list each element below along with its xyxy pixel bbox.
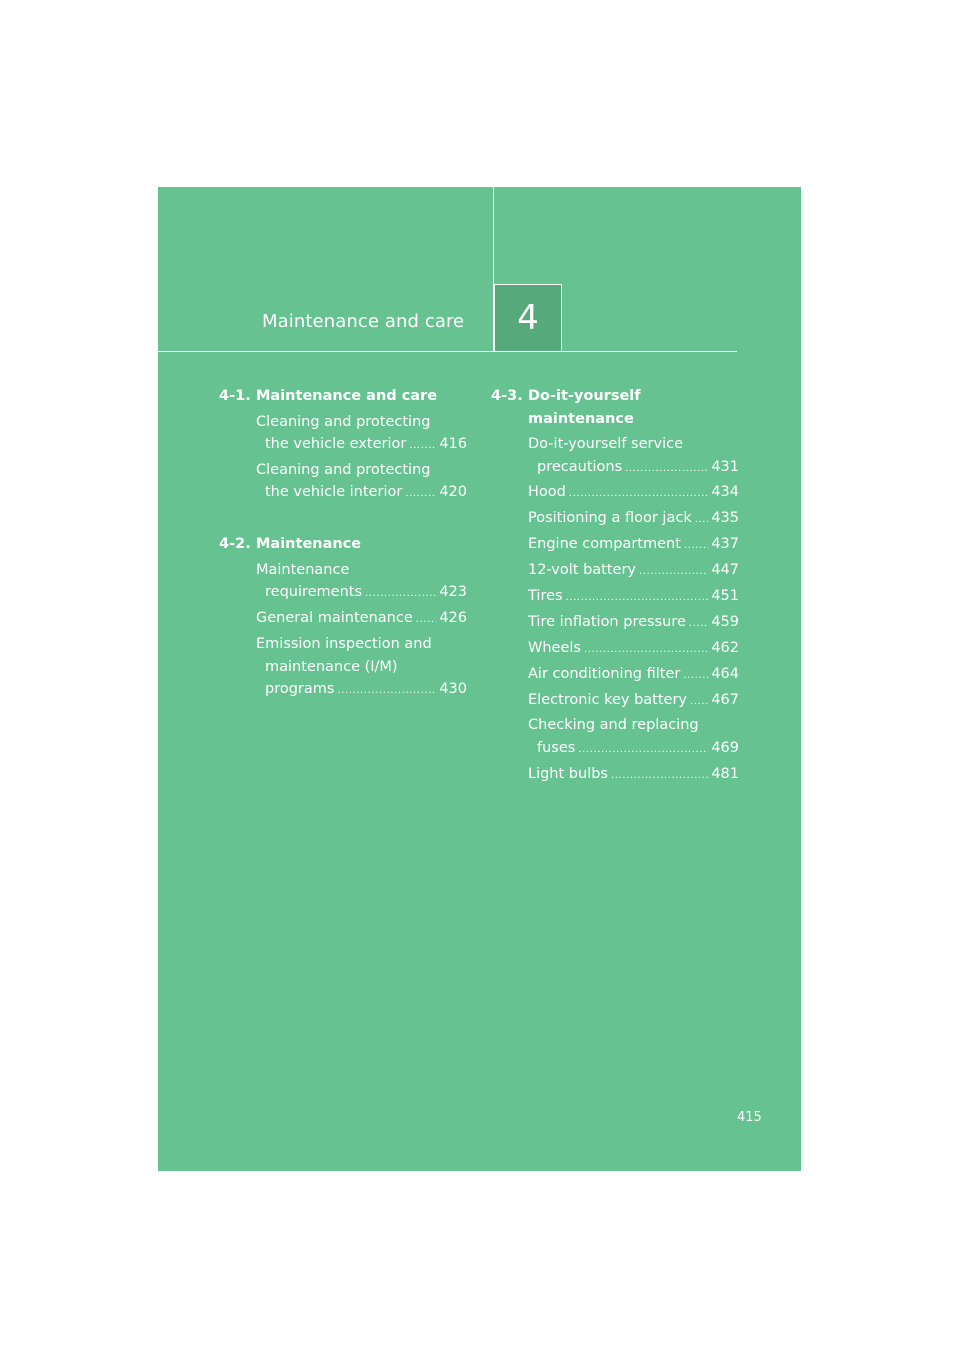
dot-leader <box>566 593 709 603</box>
dot-leader <box>690 697 708 707</box>
toc-entry-line: Maintenance <box>256 561 350 578</box>
section-heading[interactable]: Maintenance and care <box>256 388 438 404</box>
dot-leader <box>409 441 436 451</box>
toc-page-number: 426 <box>439 610 467 627</box>
toc-entry[interactable] <box>256 559 467 604</box>
dot-leader <box>611 771 708 781</box>
dot-leader <box>569 489 708 499</box>
section-heading[interactable]: Do-it-yourself maintenance <box>528 388 641 427</box>
toc-entry-label: the vehicle interior <box>265 484 403 501</box>
toc-page-number: 464 <box>711 665 739 682</box>
toc-entry[interactable] <box>256 411 467 456</box>
toc-entry[interactable] <box>528 481 739 504</box>
toc-entry[interactable] <box>528 533 739 556</box>
toc-page-number: 430 <box>439 681 467 698</box>
toc-entry[interactable] <box>528 663 739 686</box>
toc-entry-label: Positioning a floor jack <box>528 510 692 527</box>
section-number: 4-1. <box>219 388 251 404</box>
toc-entry[interactable] <box>528 611 739 634</box>
toc-entry[interactable] <box>528 714 739 759</box>
toc-entry-label: Tire inflation pressure <box>528 613 686 630</box>
toc-entry[interactable] <box>528 637 739 660</box>
dot-leader <box>578 745 708 755</box>
toc-page-number: 469 <box>711 739 739 756</box>
dot-leader <box>584 645 708 655</box>
toc-page-number: 423 <box>439 584 467 601</box>
toc-entry[interactable] <box>256 459 467 504</box>
toc-page-number: 434 <box>711 484 739 501</box>
section-heading[interactable]: Maintenance <box>256 536 362 553</box>
toc-entry[interactable] <box>528 763 739 786</box>
page-number: 415 <box>737 1110 762 1125</box>
dot-leader <box>683 671 708 681</box>
toc-page-number: 435 <box>711 510 739 527</box>
toc-page-number: 459 <box>711 613 739 630</box>
toc-page-number: 420 <box>439 484 467 501</box>
dot-leader <box>625 464 708 474</box>
dot-leader <box>695 515 709 525</box>
section-number: 4-2. <box>219 536 251 553</box>
toc-page-number: 467 <box>711 691 739 708</box>
toc-entry[interactable] <box>528 585 739 608</box>
toc-entry[interactable] <box>528 433 739 478</box>
toc-entry-label: the vehicle exterior <box>265 436 407 452</box>
toc-entry-label: fuses <box>537 739 576 756</box>
section-number: 4-3. <box>491 388 523 404</box>
section-title: Maintenance and care <box>262 311 465 332</box>
toc-entry-line: Do-it-yourself service <box>528 436 683 452</box>
toc-entry-label: Hood <box>528 484 566 501</box>
toc-entry-line: maintenance (I/M) <box>265 658 398 675</box>
toc-entry[interactable] <box>528 507 739 530</box>
toc-page-number: 447 <box>711 562 739 579</box>
dot-leader <box>337 686 436 696</box>
toc-entry-line: Checking and replacing <box>528 717 699 734</box>
toc-entry-line: Cleaning and protecting <box>256 413 431 430</box>
toc-entry[interactable] <box>528 689 739 712</box>
toc-entry[interactable] <box>528 559 739 582</box>
dot-leader <box>689 619 708 629</box>
dot-leader <box>639 567 708 577</box>
dot-leader <box>365 589 436 599</box>
toc-entry-line: Emission inspection and <box>256 636 432 653</box>
toc-column-left <box>219 385 467 704</box>
toc-entry-label: Engine compartment <box>528 536 681 553</box>
toc-section-4-2 <box>219 533 467 700</box>
dot-leader <box>416 615 437 625</box>
toc-page-number: 462 <box>711 639 739 656</box>
toc-page-number: 431 <box>711 458 739 475</box>
chapter-number-box <box>494 284 562 351</box>
toc-entry-label: programs <box>265 681 335 698</box>
toc-column-right <box>491 385 739 789</box>
toc-entry-label: requirements <box>265 584 363 601</box>
toc-section-4-1 <box>219 385 467 504</box>
toc-section-4-3 <box>491 385 739 785</box>
toc-entry-label: Electronic key battery <box>528 691 687 708</box>
toc-page-number: 416 <box>439 436 467 452</box>
toc-entry-line: Cleaning and protecting <box>256 461 431 478</box>
toc-page-number: 437 <box>711 536 739 553</box>
chapter-number: 4 <box>517 298 539 338</box>
toc-entry-label: Tires <box>528 587 563 604</box>
dot-leader <box>405 489 436 499</box>
toc-entry-label: Light bulbs <box>528 765 608 782</box>
toc-entry[interactable] <box>256 607 467 630</box>
divider-horizontal <box>158 351 737 352</box>
toc-page-number: 481 <box>711 765 739 782</box>
toc-entry-label: 12-volt battery <box>528 562 636 579</box>
toc-page-number: 451 <box>711 587 739 604</box>
dot-leader <box>684 541 708 551</box>
toc-entry-label: Air conditioning filter <box>528 665 681 682</box>
toc-entry[interactable] <box>256 633 467 701</box>
toc-entry-label: General maintenance <box>256 610 413 627</box>
toc-entry-label: precautions <box>537 458 623 475</box>
toc-entry-label: Wheels <box>528 639 581 656</box>
